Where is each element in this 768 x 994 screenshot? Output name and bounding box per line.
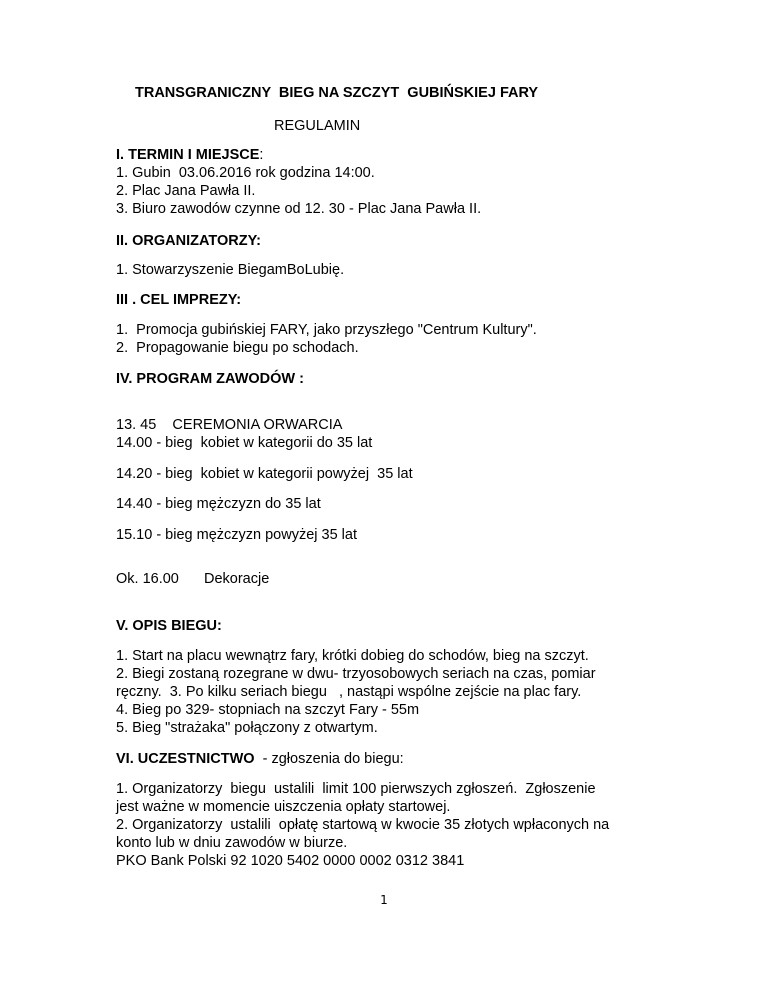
program-item: 13. 45 CEREMONIA ORWARCIA — [116, 417, 343, 433]
list-item: 1. Stowarzyszenie BiegamBoLubię. — [116, 262, 345, 278]
list-item: 1. Promocja gubińskiej FARY, jako przyszłego "Centrum Kultury". — [116, 322, 537, 338]
program-item-final — [116, 570, 269, 588]
list-item: 2. Plac Jana Pawła II. — [116, 183, 256, 199]
list-item: 2. Organizatorzy ustalili opłatę startową w kwocie 35 złotych wpłaconych na — [116, 817, 610, 833]
program-item: 15.10 - bieg mężczyzn powyżej 35 lat — [116, 527, 357, 543]
section-heading-opis: V. OPIS BIEGU: — [116, 618, 222, 634]
section-heading-cel: III . CEL IMPREZY: — [116, 292, 242, 308]
document-subtitle: REGULAMIN — [274, 118, 361, 134]
program-item: 14.20 - bieg kobiet w kategorii powyżej 35 lat — [116, 466, 413, 482]
list-item: 1. Organizatorzy biegu ustalili limit 100 pierwszych zgłoszeń. Zgłoszenie — [116, 781, 596, 797]
section-heading-program: IV. PROGRAM ZAWODÓW : — [116, 371, 304, 387]
list-item: 1. Gubin 03.06.2016 rok godzina 14:00. — [116, 165, 375, 181]
section-heading-termin-suffix: : — [259, 147, 264, 163]
program-final-time: Ok. 16.00 — [116, 571, 179, 587]
list-item: 4. Bieg po 329- stopniach na szczyt Fary - 55m — [116, 702, 420, 718]
list-item: 3. Biuro zawodów czynne od 12. 30 - Plac Jana Pawła II. — [116, 201, 482, 217]
program-item: 14.40 - bieg mężczyzn do 35 lat — [116, 496, 321, 512]
list-item: 1. Start na placu wewnątrz fary, krótki dobieg do schodów, bieg na szczyt. — [116, 648, 589, 664]
section-heading-uczestnictwo-suffix: - zgłoszenia do biegu: — [254, 751, 404, 767]
list-item: jest ważne w momencie uiszczenia opłaty startowej. — [116, 799, 451, 815]
document-title: TRANSGRANICZNY BIEG NA SZCZYT GUBIŃSKIEJ FARY — [135, 85, 539, 101]
program-item: 14.00 - bieg kobiet w kategorii do 35 lat — [116, 435, 373, 451]
list-item: 2. Propagowanie biegu po schodach. — [116, 340, 359, 356]
list-item: 5. Bieg "strażaka" połączony z otwartym. — [116, 720, 378, 736]
section-heading-organizatorzy: II. ORGANIZATORZY: — [116, 233, 261, 249]
list-item: PKO Bank Polski 92 1020 5402 0000 0002 0312 3841 — [116, 853, 465, 869]
section-heading-termin — [116, 146, 263, 164]
page-number: 1 — [380, 893, 388, 907]
section-heading-termin-text: I. TERMIN I MIEJSCE — [116, 147, 260, 163]
program-final-label: Dekoracje — [204, 571, 270, 587]
list-item: 2. Biegi zostaną rozegrane w dwu- trzyosobowych seriach na czas, pomiar — [116, 666, 596, 682]
list-item: konto lub w dniu zawodów w biurze. — [116, 835, 348, 851]
list-item: ręczny. 3. Po kilku seriach biegu , nastąpi wspólne zejście na plac fary. — [116, 684, 582, 700]
section-heading-uczestnictwo-text: VI. UCZESTNICTWO — [116, 751, 255, 767]
section-heading-uczestnictwo — [116, 750, 404, 768]
